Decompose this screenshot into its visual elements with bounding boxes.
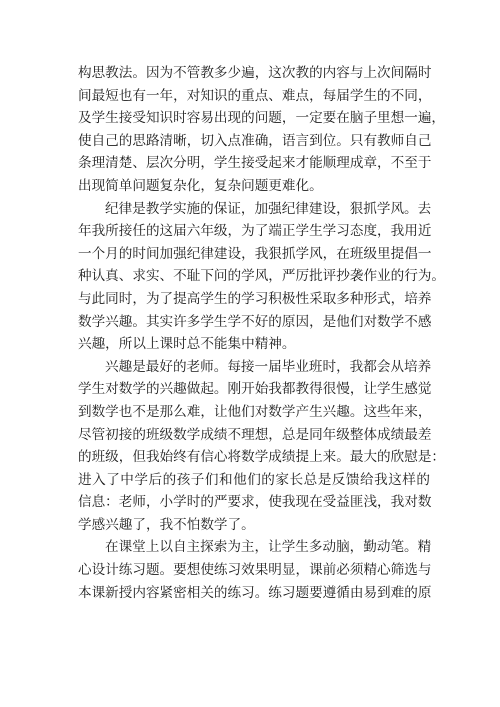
text-line: 数学兴趣。其实许多学生学不好的原因，是他们对数学不感 [78, 313, 432, 330]
text-line: 条理清楚、层次分明，学生接受起来才能顺理成章，不至于 [78, 155, 432, 172]
paragraph [78, 198, 446, 356]
text-line: 一个月的时间加强纪律建设，我狠抓学风，在班级里提倡一 [78, 245, 432, 262]
text-line: 学感兴趣了，我不怕数学了。 [78, 516, 255, 533]
text-line: 年我所接任的这届六年级，为了端正学生学习态度，我用近 [78, 223, 432, 240]
paragraph [78, 356, 446, 537]
paragraph [78, 62, 446, 198]
text-line: 心设计练习题。要想使练习效果明显，课前必须精心筛选与 [78, 562, 432, 579]
text-line: 到数学也不是那么难，让他们对数学产生兴趣。这些年来， [78, 403, 432, 420]
text-line: 学生对数学的兴趣做起。刚开始我都教得很慢，让学生感觉 [78, 381, 432, 398]
text-line: 兴趣，所以上课时总不能集中精神。 [78, 336, 296, 353]
text-line: 间最短也有一年，对知识的重点、难点，每届学生的不同， [78, 87, 432, 104]
body-text [78, 62, 446, 604]
text-line: 纪律是教学实施的保证，加强纪律建设，狠抓学风。去 [105, 200, 432, 217]
text-line: 种认真、求实、不耻下问的学风，严厉批评抄袭作业的行为。 [78, 268, 446, 285]
text-line: 尽管初接的班级数学成绩不理想，总是同年级整体成绩最差 [78, 426, 432, 443]
text-line: 在课堂上以自主探索为主，让学生多动脑，勤动笔。精 [105, 539, 432, 556]
text-line: 本课新授内容紧密相关的练习。练习题要遵循由易到难的原 [78, 584, 432, 601]
text-line: 与此同时，为了提高学生的学习积极性采取多种形式，培养 [78, 290, 432, 307]
text-line: 的班级，但我始终有信心将数学成绩提上来。最大的欣慰是： [78, 449, 446, 466]
text-line: 进入了中学后的孩子们和他们的家长总是反馈给我这样的 [78, 471, 430, 488]
text-line: 出现简单问题复杂化，复杂问题更难化。 [78, 177, 323, 194]
text-line: 信息：老师，小学时的严要求，使我现在受益匪浅，我对数 [78, 494, 432, 511]
paragraph [78, 536, 430, 604]
text-line: 兴趣是最好的老师。每接一届毕业班时，我都会从培养 [105, 358, 432, 375]
text-line: 及学生接受知识时容易出现的问题，一定要在脑子里想一遍， [78, 110, 446, 127]
text-line: 使自己的思路清晰，切入点准确，语言到位。只有教师自己 [78, 132, 432, 149]
text-line: 构思教法。因为不管教多少遍，这次教的内容与上次间隔时 [78, 65, 432, 81]
